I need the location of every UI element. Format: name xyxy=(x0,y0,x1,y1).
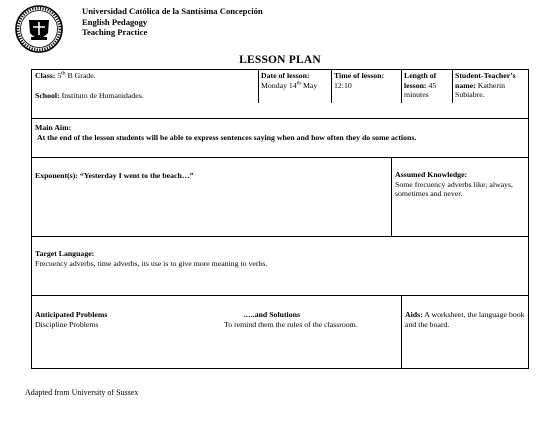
teacher-value: Katherin Subiabre. xyxy=(455,80,506,100)
lesson-plan-table xyxy=(31,69,529,369)
assumed-knowledge-cell xyxy=(392,158,528,236)
source-footer: Adapted from University of Sussex xyxy=(25,388,139,397)
exponent-label: Exponent(s): xyxy=(35,171,78,180)
school-value: Instituto de Humanidades. xyxy=(61,90,144,100)
institution-header xyxy=(82,6,263,38)
university-seal-logo xyxy=(14,4,64,54)
main-aim-cell xyxy=(32,119,528,157)
date-value: Monday 14 xyxy=(261,80,297,90)
class-line xyxy=(35,71,255,81)
target-language-cell xyxy=(32,237,528,295)
date-value-rest: May xyxy=(302,80,318,90)
main-aim-text: At the end of the lesson students will be able to express sentences saying when and how often they do some actions. xyxy=(37,132,417,142)
length-cell xyxy=(401,70,452,103)
course-name: Teaching Practice xyxy=(82,27,148,37)
problems-text: Discipline Problems xyxy=(35,320,99,329)
aids-label: Aids: xyxy=(405,310,423,319)
page-title: LESSON PLAN xyxy=(239,54,321,66)
class-cell xyxy=(32,70,258,118)
university-name: Universidad Católica de la Santísima Concepción xyxy=(82,6,263,16)
class-value: 5 xyxy=(57,71,62,80)
problems-label: Anticipated Problems xyxy=(35,310,108,319)
school-label: School: xyxy=(35,90,60,100)
length-value: 45 minutes xyxy=(404,80,437,100)
class-value-rest: B Grade. xyxy=(67,71,96,80)
solutions-text: To remind them the rules of the classroom. xyxy=(224,320,358,329)
class-label: Class: xyxy=(35,71,56,80)
main-aim-label: Main Aim: xyxy=(35,123,72,132)
aids-cell xyxy=(402,296,528,368)
assumed-knowledge-label: Assumed Knowledge: xyxy=(395,170,468,179)
teacher-label: Student-Teacher’s name: xyxy=(455,71,516,90)
aids-text: A worksheet, the language book and the board. xyxy=(405,310,525,329)
teacher-cell xyxy=(452,70,528,103)
program-name: English Pedagogy xyxy=(82,16,148,27)
exponent-text: “Yesterday I went to the beach…” xyxy=(79,171,194,180)
problems-cell xyxy=(32,296,401,368)
length-label: Length of lesson: xyxy=(404,71,437,90)
target-language-text: Frecuency adverbs, time adverbs, its use is to give more meaning to verbs. xyxy=(35,258,268,268)
problems-solutions-block xyxy=(35,310,398,330)
exponent-cell xyxy=(32,158,391,236)
assumed-knowledge-text: Some frecuency adverbs like; always, sometimes and never. xyxy=(395,179,513,199)
solutions-label: …..and Solutions xyxy=(243,310,300,319)
school-line xyxy=(35,91,255,101)
date-ordinal: th xyxy=(296,80,302,86)
time-value: 12:10 xyxy=(334,80,352,90)
date-label: Date of lesson: xyxy=(261,71,310,80)
class-ordinal: th xyxy=(61,70,66,77)
target-language-label: Target Language: xyxy=(35,249,95,258)
time-label: Time of lesson: xyxy=(334,71,385,80)
date-cell xyxy=(258,70,331,103)
date-line xyxy=(261,81,328,91)
time-cell xyxy=(331,70,401,103)
